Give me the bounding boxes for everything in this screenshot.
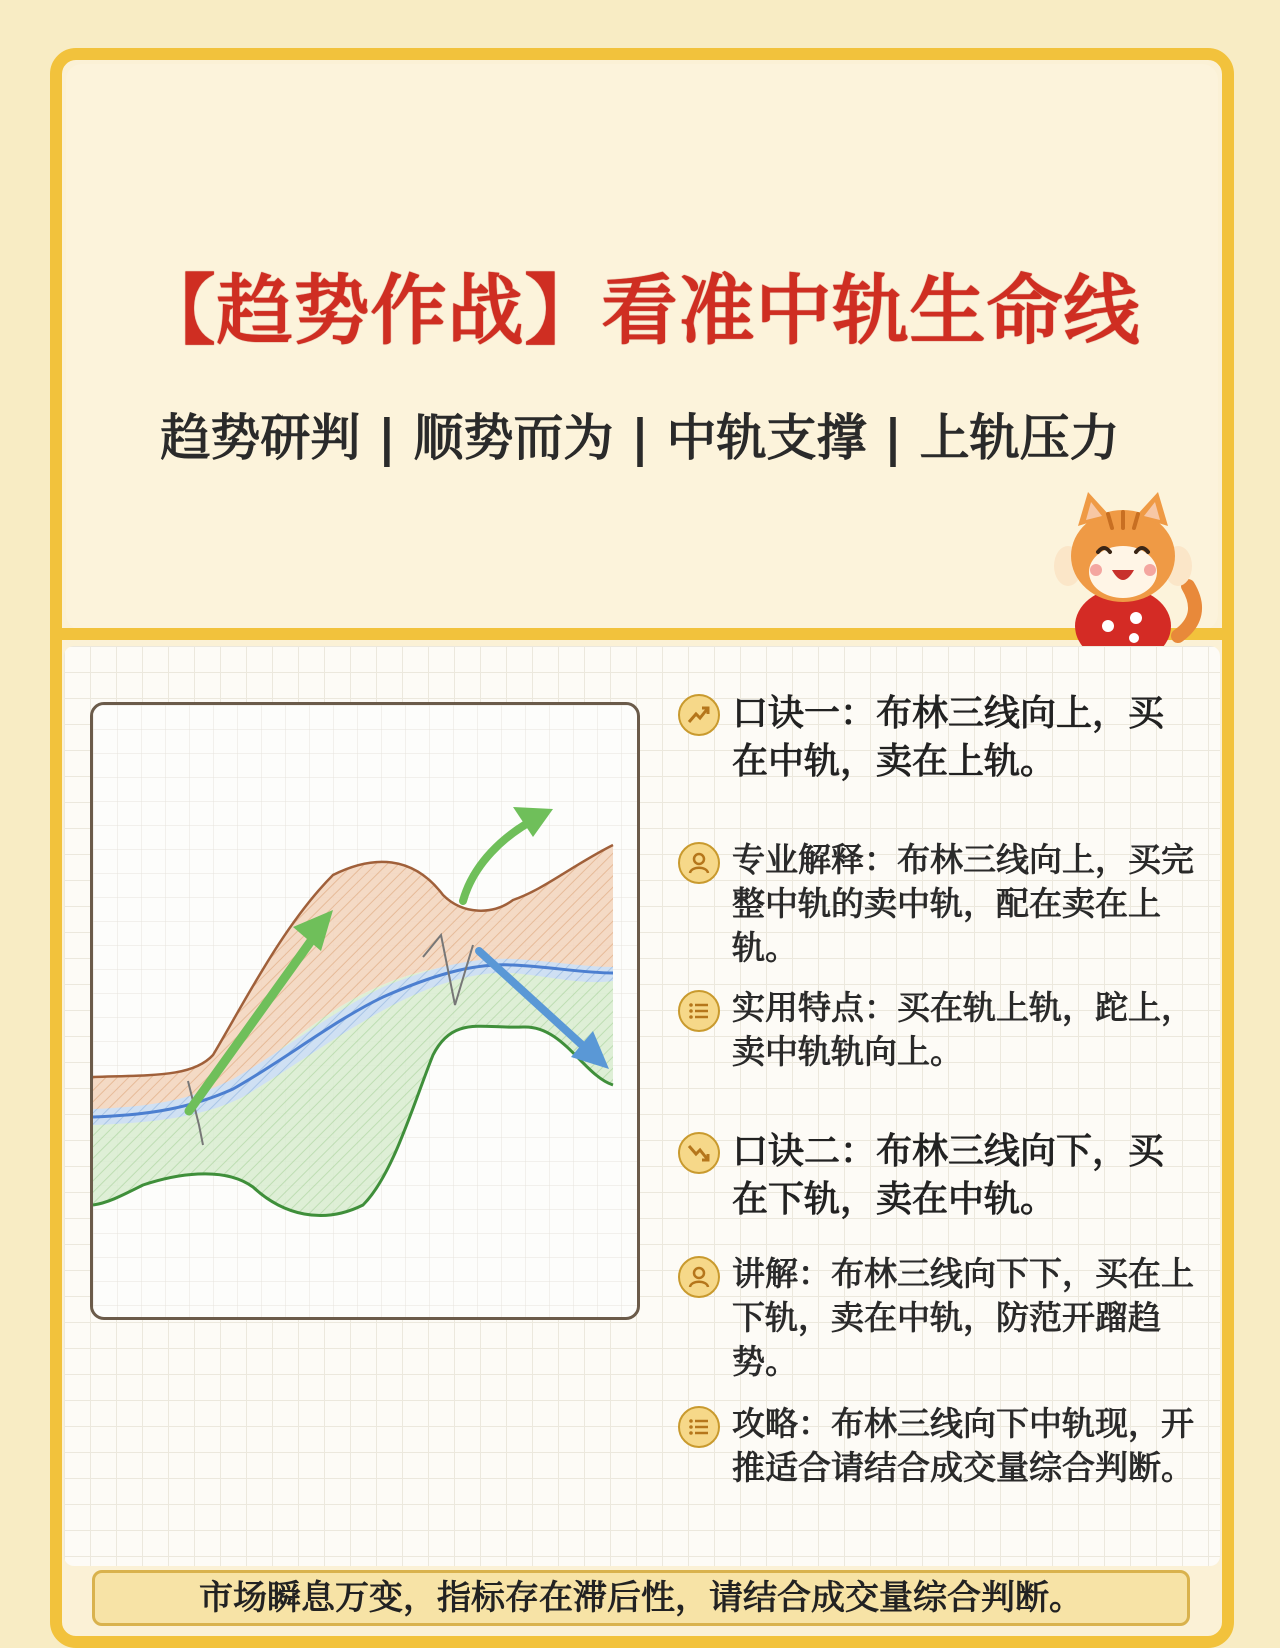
rule-one — [678, 690, 1198, 786]
person-icon — [678, 842, 720, 884]
list-icon — [678, 990, 720, 1032]
rule-one-features — [678, 986, 1198, 1074]
rule-two-explanation-text: 讲解：布林三线向下下，买在上下轨，卖在中轨，防范开蹓趋势。 — [732, 1254, 1194, 1381]
rule-one-explanation — [678, 838, 1198, 970]
rule-one-text: 口诀一：布林三线向上，买在中轨，卖在上轨。 — [732, 693, 1165, 782]
page-title: 【趋势作战】看准中轨生命线 — [139, 266, 1141, 355]
rule-two-strategy-text: 攻略：布林三线向下中轨现，开推适合请结合成交量综合判断。 — [732, 1404, 1194, 1487]
trend-down-icon — [678, 1132, 720, 1174]
rule-two-strategy — [678, 1402, 1198, 1490]
rule-one-features-text: 实用特点：买在轨上轨，跎上，卖中轨轨向上。 — [732, 988, 1194, 1071]
list-icon — [678, 1406, 720, 1448]
bollinger-band-drawing — [93, 705, 640, 1320]
rule-two-text: 口诀二：布林三线向下，买在下轨，卖在中轨。 — [732, 1131, 1165, 1220]
person-icon — [678, 1256, 720, 1298]
footer-disclaimer: 市场瞬息万变，指标存在滞后性，请结合成交量综合判断。 — [92, 1570, 1190, 1626]
rule-two-explanation — [678, 1252, 1198, 1384]
bollinger-band-illustration — [90, 702, 640, 1320]
page-subtitle: 趋势研判 | 顺势而为 | 中轨支撑 | 上轨压力 — [144, 398, 1135, 470]
subtitle-row — [0, 398, 1280, 470]
rule-two — [678, 1128, 1198, 1224]
cat-mascot-icon — [1038, 486, 1208, 666]
rule-one-explanation-text: 专业解释：布林三线向上，买完整中轨的卖中轨，配在卖在上轨。 — [732, 840, 1194, 967]
trend-up-icon — [678, 694, 720, 736]
